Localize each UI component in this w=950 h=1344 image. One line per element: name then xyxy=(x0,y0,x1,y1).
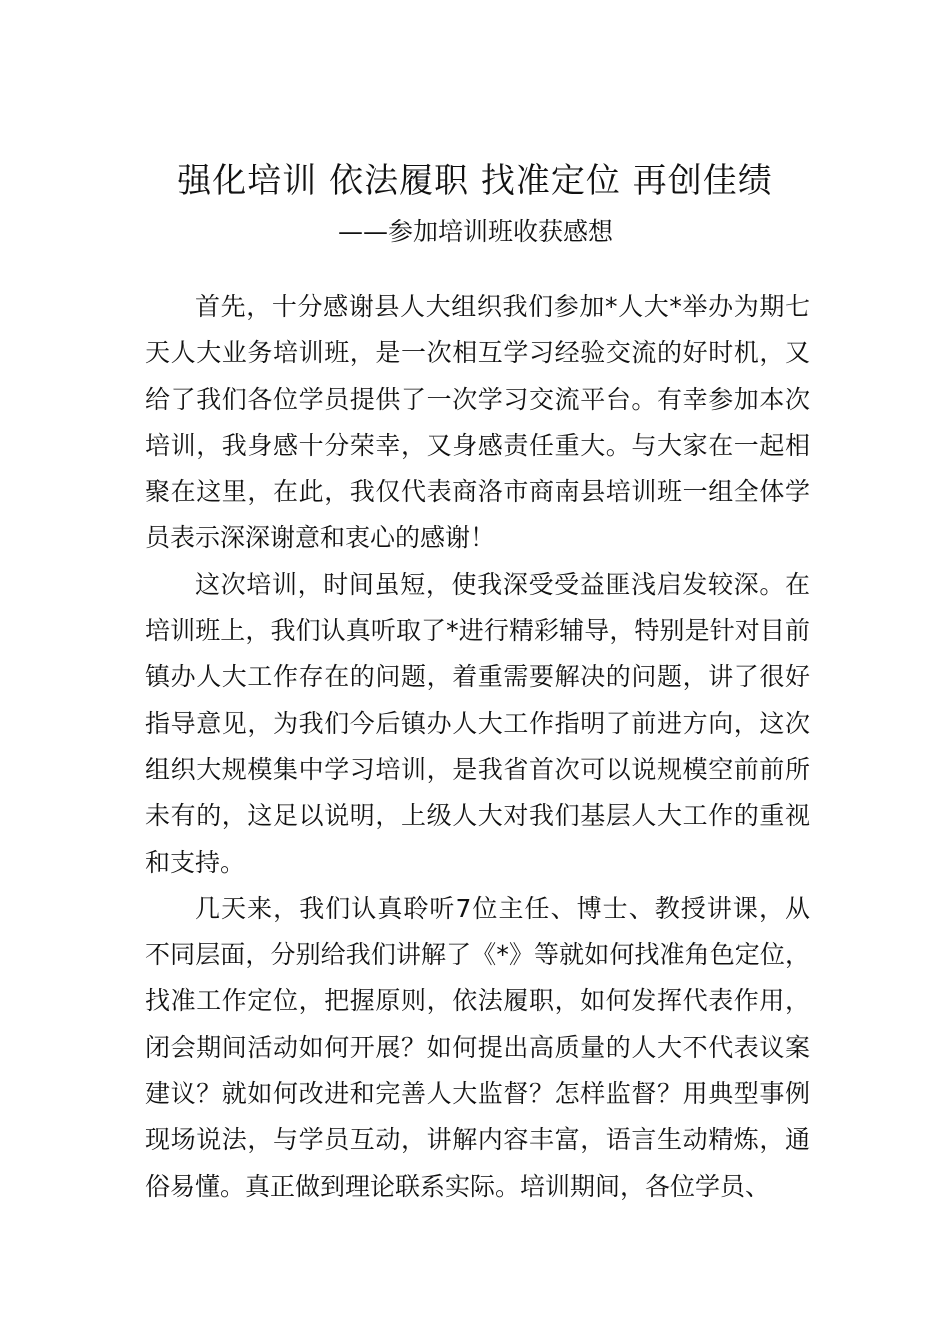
paragraph-2: 这次培训，时间虽短，使我深受受益匪浅启发较深。在培训班上，我们认真听取了*进行精彩辅导，特别是针对目前镇办人大工作存在的问题，着重需要解决的问题，讲了很好指导意见，为我们今后镇办人大工作指明了前进方向，这次组织大规模集中学习培训，是我省首次可以说规模空前前所未有的，这足以说明，上级人大对我们基层人大工作的重视和支持。 xyxy=(145,569,810,877)
paragraph-1: 首先，十分感谢县人大组织我们参加*人大*举办为期七天人大业务培训班，是一次相互学习经验交流的好时机，又给了我们各位学员提供了一次学习交流平台。有幸参加本次培训，我身感十分荣幸，又身感责任重大。与大家在一起相聚在这里，在此，我仅代表商洛市商南县培训班一组全体学员表示深深谢意和衷心的感谢！ xyxy=(145,292,810,553)
document-body xyxy=(145,284,810,1210)
paragraph-3: 几天来，我们认真聆听7位主任、博士、教授讲课，从不同层面，分别给我们讲解了《*》等就如何找准角色定位，找准工作定位，把握原则，依法履职，如何发挥代表作用，闭会期间活动如何开展？如何提出高质量的人大不代表议案建议？就如何改进和完善人大监督？怎样监督？用典型事例现场说法，与学员互动，讲解内容丰富，语言生动精炼，通俗易懂。真正做到理论联系实际。培训期间，各位学员、 xyxy=(145,893,810,1201)
document-subtitle: ——参加培训班收获感想 xyxy=(338,217,614,246)
document-title: 强化培训 依法履职 找准定位 再创佳绩 xyxy=(177,161,773,201)
